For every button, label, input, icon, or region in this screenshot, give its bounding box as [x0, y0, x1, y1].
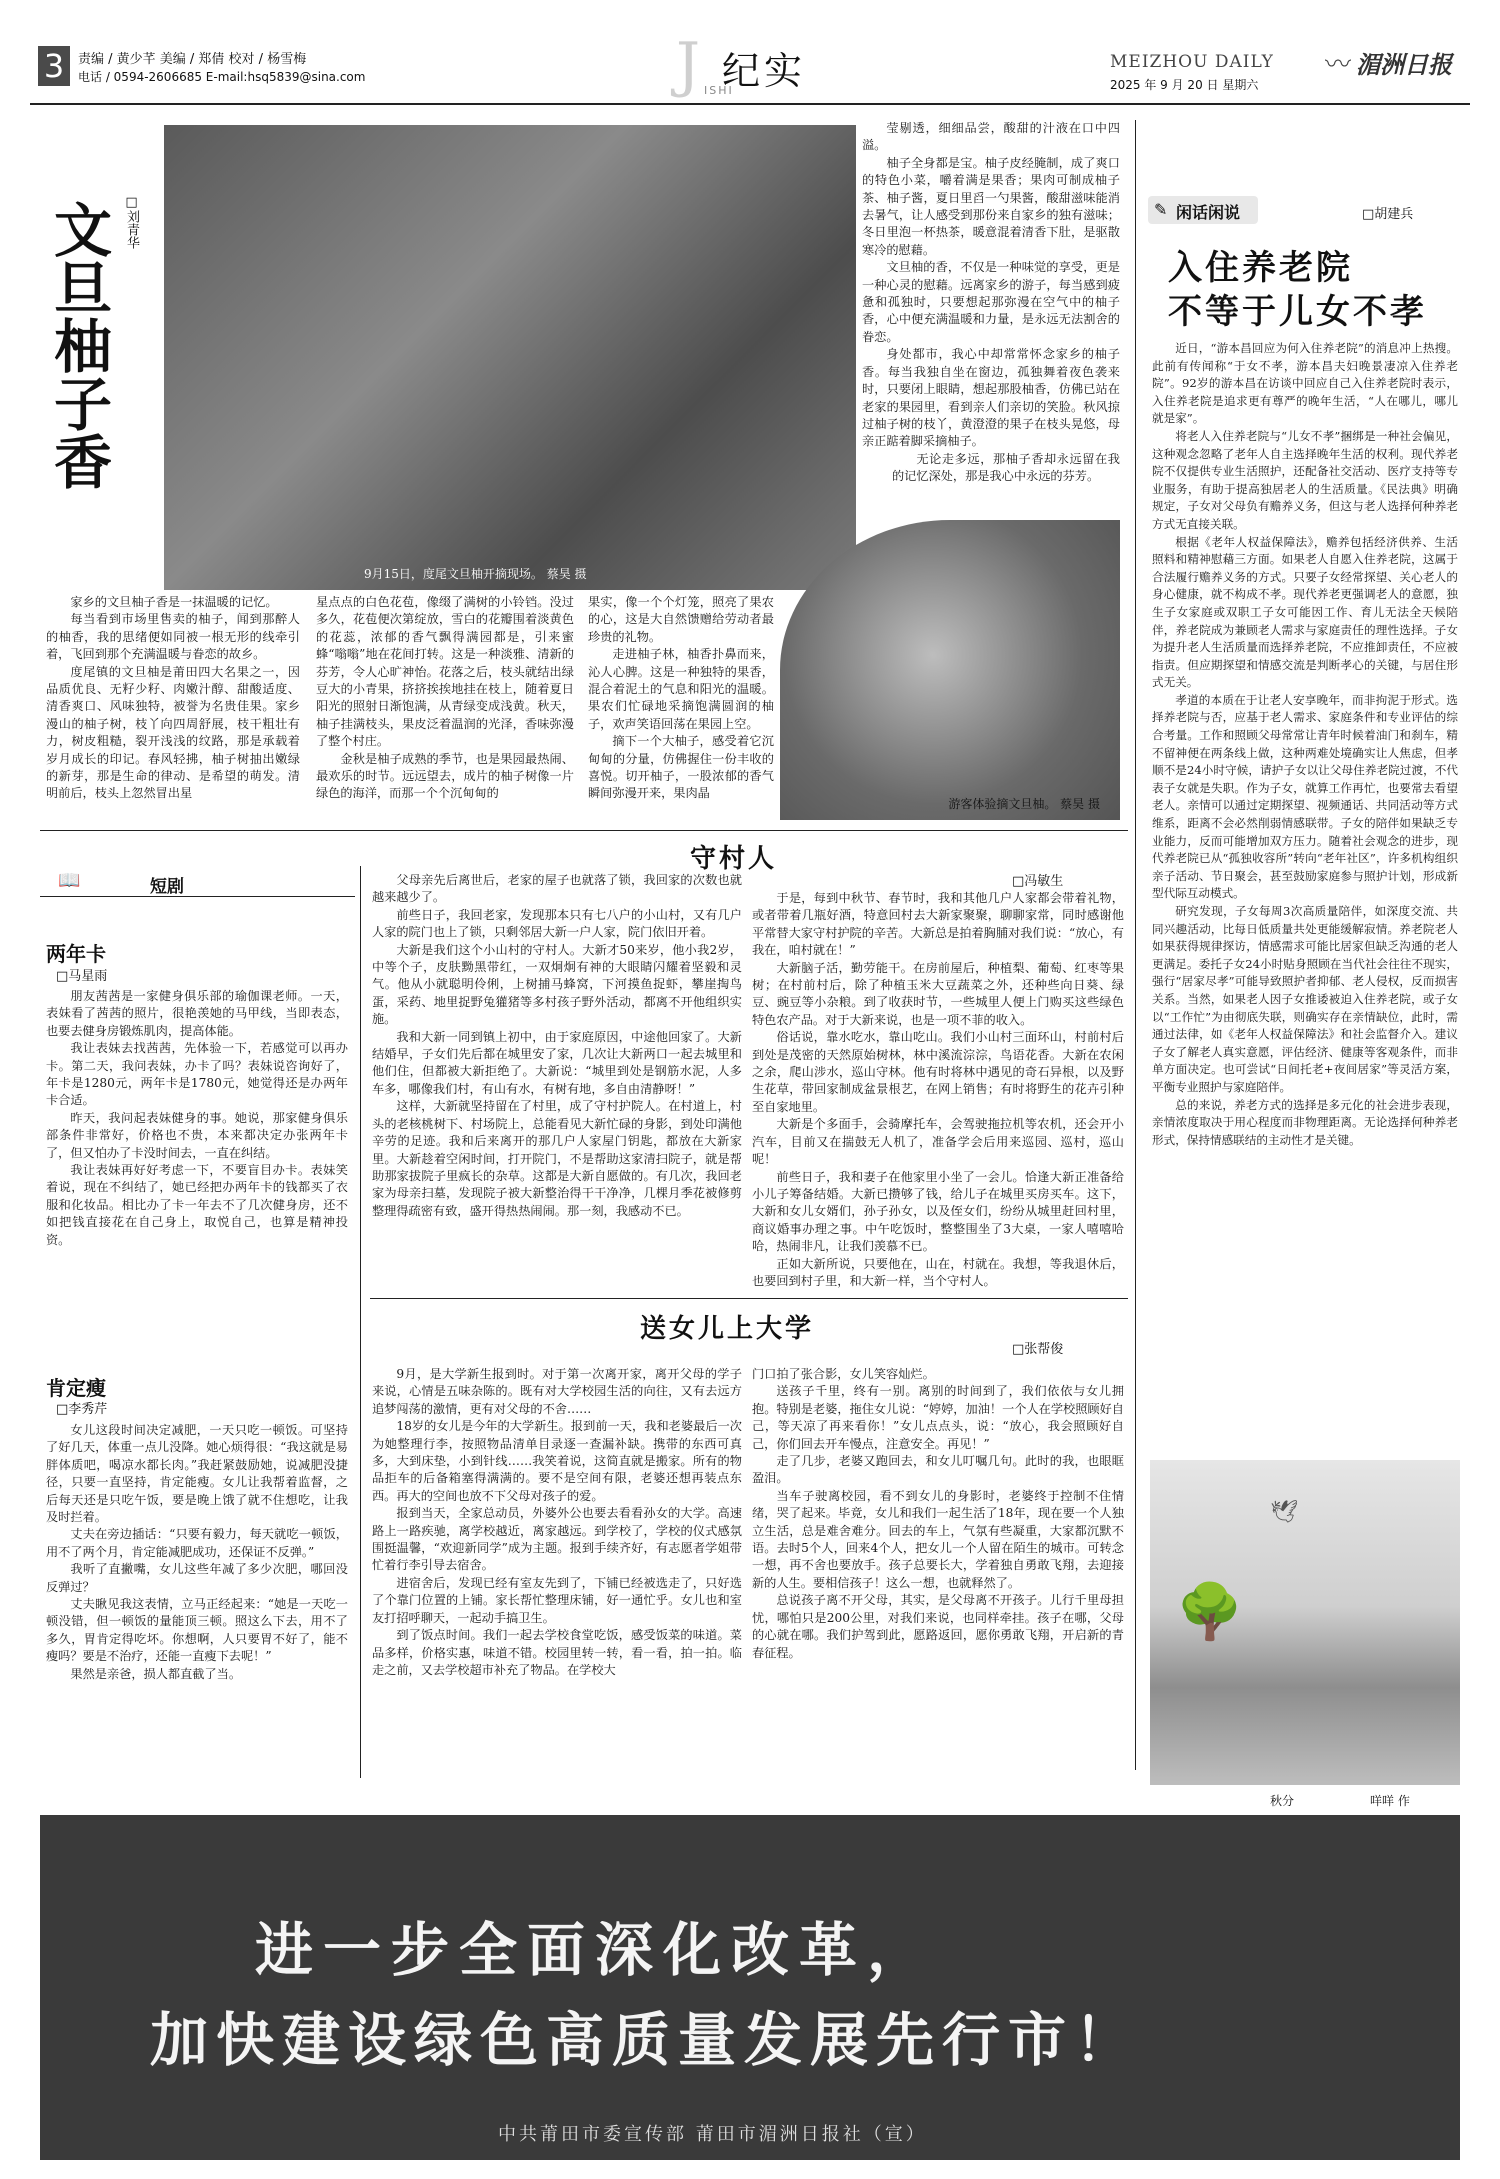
- promo-banner: [40, 1815, 1460, 2160]
- contact-line: 电话 / 0594-2606685 E-mail:hsq5839@sina.com: [78, 70, 366, 84]
- paragraph: 每当看到市场里售卖的柚子，闻到那醉人的柚香，我的思绪便如同被一根无形的线牵引着，飞回到那个充满温暖与眷恋的故乡。: [46, 612, 300, 662]
- feature-author: □刘青华: [124, 195, 139, 249]
- masthead-cn: 湄洲日报: [1356, 50, 1453, 79]
- illustration-author: 咩咩 作: [1370, 1794, 1410, 1808]
- paragraph: 走了几步，老婆又跑回去，和女儿叮嘱几句。此时的我，也眼眶盈泪。: [752, 1454, 1124, 1486]
- chat-icon: ✎: [1154, 200, 1168, 219]
- paragraph: 18岁的女儿是今年的大学新生。报到前一天，我和老婆最后一次为她整理行李，按照物品清单目录逐一查漏补缺。携带的东西可真多，大到床垫，小到针线……我笑着说，这简直就是搬家。所有的物品拒车的后备箱塞得满满的。要不是空间有限，老婆还想再装点东西。再大的空间也放不下父母对孩子的爱。: [372, 1419, 742, 1503]
- banner-footer: 中共莆田市委宣传部 莆田市湄洲日报社（宣）: [498, 2124, 927, 2145]
- masthead-logo: [1325, 44, 1452, 81]
- section-letter: J: [676, 30, 701, 100]
- songnv-col1: [372, 1366, 742, 1679]
- shoucun-col1: [372, 872, 742, 1220]
- paragraph: 星点点的白色花苞，像缀了满树的小铃铛。没过多久，花苞便次第绽放，雪白的花瓣围着淡黄色的花蕊，浓郁的香气飘得满园都是，引来蜜蜂“嗡嗡”地在花间打转。这是一种淡雅、清新的芬芳，令人心旷神怡。花落之后，枝头就结出绿豆大的小青果，挤挤挨挨地挂在枝上，随着夏日阳光的照射日渐饱满，从青绿变成浅黄。秋天，柚子挂满枝头，果皮泛着温润的光泽，香味弥漫了整个村庄。: [316, 595, 574, 749]
- paragraph: 近日，“游本昌回应为何入住养老院”的消息冲上热搜。此前有传闻称“于女不孝，游本昌夫妇晚景凄凉入住养老院”。92岁的游本昌在访谈中回应自己入住养老院时表示，入住养老院是追求更有尊严的晚年生活，“人在哪儿，哪儿就是家”。: [1152, 341, 1458, 426]
- paragraph: 朋友茜茜是一家健身俱乐部的瑜伽课老师。一天，表妹看了茜茜的照片，很艳羡她的马甲线，当即表态，也要去健身房锻炼肌肉，提高体能。: [46, 989, 348, 1038]
- story2-body: [46, 1422, 348, 1683]
- short-drama-label-box: [40, 868, 355, 897]
- paragraph: 送孩子千里，终有一别。离别的时间到了，我们依依与女儿拥抱。特别是老婆，拖住女儿说：“婷婷，加油！一个人在学校照顾好自己，等天凉了再来看你！”女儿点点头，说：“放心，我会照顾好自己，你们回去开车慢点，注意安全。再见！”: [752, 1384, 1124, 1451]
- paragraph: 我让表妹去找茜茜，先体验一下，若感觉可以再办卡。第二天，我问表妹，办卡了吗？表妹说咨询好了，年卡是1280元，两年卡是1780元，她觉得还是办两年卡合适。: [46, 1041, 348, 1108]
- story1-title: 两年卡: [46, 942, 106, 966]
- staff-line: 责编 / 黄少芊 美编 / 郑倩 校对 / 杨雪梅: [78, 52, 307, 67]
- column-title-line1: 入住养老院: [1168, 248, 1353, 288]
- shoucun-title: 守村人: [690, 844, 778, 874]
- banner-line1: 进一步全面深化改革，: [255, 1916, 936, 1984]
- shoucun-author: □冯敏生: [1012, 874, 1064, 889]
- paragraph: 柚子全身都是宝。柚子皮经腌制，成了爽口的特色小菜，嚼着满是果香；果肉可制成柚子茶、柚子酱，夏日里舀一勺果酱，酸甜滋味能消去暑气，让人感受到那份来自家乡的独有滋味；冬日里泡一杯热茶，暖意混着清香下肚，是驱散寒冷的慰藉。: [862, 155, 1120, 257]
- paragraph: 前些日子，我回老家，发现那本只有七八户的小山村，又有几户人家的院门也上了锁，只剩邻居大新一户人家，院门依旧开着。: [372, 907, 742, 940]
- story1-author: □马星雨: [56, 969, 108, 984]
- paragraph: 前些日子，我和妻子在他家里小坐了一会儿。恰逢大新正准备给小儿子筹备结婚。大新已攒够了钱，给儿子在城里买房买车。这下，大新和女儿女婿们，孙子孙女，以及侄女们，纷纷从城里赶回村里，商议婚事办理之事。中午吃饭时，整整围坐了3大桌，一家人嘻嘻哈哈，热闹非凡，让我们羡慕不已。: [752, 1169, 1124, 1254]
- songnv-col2: [752, 1366, 1124, 1662]
- feature-photo-orchard: [164, 125, 856, 590]
- paragraph: 俗话说，靠水吃水，靠山吃山。我们小山村三面环山，村前村后到处是茂密的天然原始树林，林中溪流淙淙，鸟语花香。大新在农闲之余，爬山涉水，巡山守林。他有时将林中遇见的奇石异根，以及野生花草，带回家制成盆景根艺，在网上销售；有时将野生的花卉引种至自家地里。: [752, 1030, 1124, 1114]
- banner-line2: 加快建设绿色高质量发展先行市！: [150, 2006, 1141, 2074]
- songnv-title: 送女儿上大学: [640, 1314, 815, 1344]
- page-number-box: [38, 46, 70, 86]
- paragraph: 走进柚子林，柚香扑鼻而来，沁人心脾。这是一种独特的果香，混合着泥土的气息和阳光的温暖。果农们忙碌地采摘饱满圆润的柚子，欢声笑语回荡在果园上空。: [588, 647, 774, 731]
- column-label-box: [1148, 196, 1258, 224]
- paragraph: 正如大新所说，只要他在，山在，村就在。我想，等我退休后，也要回到村子里，和大新一样，当个守村人。: [752, 1256, 1124, 1288]
- paragraph: 丈夫瞅见我这表情，立马正经起来：“她是一天吃一顿没错，但一顿饭的量能顶三顿。照这么下去，用不了多久，胃肯定得吃坏。你想啊，人只要胃不好了，能不瘦吗？要是不治疗，还能一直瘦下去呢！”: [46, 1597, 348, 1664]
- story2-author: □李秀芹: [56, 1402, 108, 1417]
- paragraph: 当车子驶离校园，看不到女儿的身影时，老婆终于控制不住情绪，哭了起来。毕竟，女儿和我们一起生活了18年，现在要一个人独立生活，总是难舍难分。回去的车上，气氛有些凝重，大家都沉默不语。去时5个人，回来4个人，把女儿一个人留在陌生的城市。可转念一想，再不舍也要放手。孩子总要长大，学着独自勇敢飞翔，去迎接新的人生。要相信孩子！这么一想，也就释然了。: [752, 1488, 1124, 1590]
- paragraph: 我让表妹再好好考虑一下，不要盲目办卡。表妹笑着说，现在不纠结了，她已经把办两年卡的钱都买了衣服和化妆品。相比办了卡一年去不了几次健身房，还不如把钱直接花在自己身上，取悦自己，也算是精神投资。: [46, 1163, 348, 1247]
- page-number: 3: [43, 47, 65, 85]
- paragraph: 于是，每到中秋节、春节时，我和其他几户人家都会带着礼物，或者带着几瓶好酒，特意回村去大新家聚聚，聊聊家常，同时感谢他平常替大家守村护院的辛苦。大新总是拍着胸脯对我们说：“放心，有我在，咱村就在！”: [752, 891, 1124, 958]
- section-rule: [40, 830, 1128, 831]
- illustration-caption: 秋分: [1270, 1794, 1295, 1808]
- feature-photo-visitor: [780, 520, 1120, 820]
- paragraph: 大新是我们这个小山村的守村人。大新才50来岁，他小我2岁，中等个子，皮肤黝黑带红，一双炯炯有神的大眼睛闪耀着坚毅和灵气。他从小就聪明伶俐，上树捕马蜂窝，下河摸鱼捉虾，攀崖掏鸟蛋，采药、地里捉野兔獾猪等多村孩子野外活动，都离不开他组织实施。: [372, 942, 742, 1027]
- paragraph: 研究发现，子女每周3次高质量陪伴，如深度交流、共同兴趣活动，比每日低质量共处更能缓解寂情。养老院老人如果获得规律探访，情感需求可能比居家但缺乏沟通的老人更满足。委托子女24小时贴身照顾在当代社会往往不现实，强行“居家尽孝”可能导致照护者抑郁、老人侵权，反而损害关系。当然，如果老人因子女推诿被迫入住养老院，或子女以“工作忙”为由彻底失联，则确实存在亲情缺位，此时，需通过法律，如《老年人权益保障法》和社会监督介入。建议子女了解老人真实意愿，评估经济、健康等客观条件，而非单方面决定。也可尝试“日间托老+夜间居家”等灵活方案，平衡专业照护与家庭陪伴。: [1152, 904, 1458, 1094]
- paragraph: 度尾镇的文旦柚是莆田四大名果之一，因品质优良、无籽少籽、肉嫩汁醇、甜酸适度、清香爽口、风味独特，被誉为名贵佳果。家乡漫山的柚子树，枝丫向四周舒展，枝干粗壮有力，树皮粗糙，裂开浅浅的纹路，那是承载着岁月成长的印记。春风轻拂，柚子树抽出嫩绿的新芽，那是生命的律动、是希望的萌发。清明前后，枝头上忽然冒出星: [46, 664, 300, 801]
- column-divider: [1135, 120, 1136, 1770]
- story2-title: 肯定瘦: [46, 1376, 106, 1400]
- paragraph: 女儿这段时间决定减肥，一天只吃一顿饭。可坚持了好几天，体重一点儿没降。她心烦得很：“我这就是易胖体质吧，喝凉水都长肉。”我赶紧鼓励她，说减肥没捷径，只要一直坚持，肯定能瘦。女儿让我帮着监督，之后每天还是只吃午饭，要是晚上饿了就不住想吃，让我及时拦着。: [46, 1423, 348, 1525]
- tree-icon: 🌳: [1176, 1580, 1244, 1643]
- paragraph: 身处都市，我心中却常常怀念家乡的柚子香。每当我独自坐在窗边，孤独舞着夜色袭来时，只要闭上眼睛，想起那股柚香，仿佛已站在老家的果园里，看到亲人们亲切的笑脸。秋风掠过柚子树的枝丫，黄澄澄的果子在枝头晃悠，母亲正踮着脚采摘柚子。: [862, 347, 1120, 449]
- paragraph: 总说孩子离不开父母，其实，是父母离不开孩子。儿行千里母担忧，哪怕只是200公里，对我们来说，也同样牵挂。孩子在哪，父母的心就在哪。我们护驾到此，愿路返回，愿你勇敢飞翔，开启新的青春征程。: [752, 1593, 1124, 1660]
- wave-icon: 〰: [1325, 50, 1352, 80]
- paragraph: 文旦柚的香，不仅是一种味觉的享受，更是一种心灵的慰藉。远离家乡的游子，每当感到疲惫和孤独时，只要想起那弥漫在空气中的柚子香，心中便充满温暖和力量，是永远无法割舍的眷恋。: [862, 260, 1120, 344]
- masthead-en: MEIZHOU DAILY: [1110, 52, 1274, 72]
- paragraph: 报到当天，全家总动员，外婆外公也要去看看孙女的大学。高速路上一路疾驰，离学校越近，离家越远。到学校了，学校的仪式感氛围挺温馨，“欢迎新同学”成为主题。报到手续齐好，有志愿者学姐带忙着行李引导去宿舍。: [372, 1506, 742, 1573]
- paragraph: 门口拍了张合影，女儿笑容灿烂。: [752, 1367, 935, 1381]
- shoucun-col2: [752, 890, 1124, 1290]
- paragraph: 我听了直撇嘴，女儿这些年减了多少次肥，哪回没反弹过？: [46, 1562, 348, 1594]
- paragraph: 大新是个多面手，会骑摩托车，会驾驶拖拉机等农机，还会开小汽车，目前又在揣鼓无人机了，准备学会后用来巡园、巡村，巡山呢！: [752, 1117, 1124, 1167]
- header-rule: [30, 103, 1470, 105]
- paragraph: 摘下一个大柚子，感受着它沉甸甸的分量，仿佛握住一份丰收的喜悦。切开柚子，一股浓郁的香气瞬间弥漫开来，果肉晶: [588, 734, 774, 801]
- date-line: 2025 年 9 月 20 日 星期六: [1110, 78, 1259, 92]
- paragraph: 昨天，我问起表妹健身的事。她说，那家健身俱乐部条件非常好，价格也不贵，本来都决定办张两年卡了，但又怕办了卡没时间去，一直在纠结。: [46, 1110, 348, 1160]
- songnv-author: □张帮俊: [1012, 1342, 1064, 1357]
- feature-col-c: [588, 594, 774, 803]
- paragraph: 9月，是大学新生报到时。对于第一次离开家，离开父母的学子来说，心情是五味杂陈的。既有对大学校园生活的向往，又有去远方追梦闯荡的激情，更有对父母的不舍……: [372, 1367, 742, 1416]
- section-rule-2: [370, 1298, 1128, 1299]
- photo1-caption: 9月15日，度尾文旦柚开摘现场。 蔡昊 摄: [364, 567, 587, 581]
- column-body: [1152, 340, 1458, 1149]
- paragraph: 孝道的本质在于让老人安享晚年，而非拘泥于形式。选择养老院与否，应基于老人需求、家庭条件和专业评估的综合考量。工作和照顾父母常常让青年时候着油门和刹车，精不留神便在两条线上做，这种两难处境确实让人焦虑，但孝顺不是24小时守候，请护子女以让父母住养老院过渡，不代表子女就是失职。作为子女，就算工作再忙，也要常去看望老人。亲情可以通过定期探望、视频通话、共同活动等方式维系，距离不会必然削弱情感联带。子女的陪伴如果缺乏专业能力，反而可能增加双方压力。随着社会观念的进步，现代养老院已从“孤独收容所”转向“老年社区”，许多机构组织亲子活动、节日聚会，甚至鼓励家庭参与照护计划，形成新型代际互动模式。: [1152, 692, 1458, 901]
- feature-col-b: [316, 594, 574, 803]
- bird-icon: 🕊: [1270, 1500, 1298, 1525]
- feature-title: 文旦柚子香: [44, 200, 112, 490]
- section-pinyin: ISHI: [704, 84, 734, 97]
- paragraph: 我和大新一同到镇上初中，由于家庭原因，中途他回家了。大新结婚早，子女们先后都在城里安了家，几次让大新两口一起去城里和他们住，但都被大新拒绝了。大新说：“城里到处是钢筋水泥，人多车多，哪像我们村，有山有水，有树有地，多自由清静呀！”: [372, 1029, 742, 1096]
- book-icon: 📖: [58, 870, 81, 891]
- paragraph: 到了饭点时间。我们一起去学校食堂吃饭，感受饭菜的味道。菜品多样，价格实惠，味道不错。校园里转一转，看一看，拍一拍。临走之前，又去学校超市补充了物品。在学校大: [372, 1628, 742, 1677]
- column-label: 闲话闲说: [1176, 203, 1241, 222]
- paragraph: 这样，大新就坚持留在了村里，成了守村护院人。在村道上，村头的老核桃树下、村场院上，总能看见大新忙碌的身影，到处印满他辛劳的足迹。我和后来离开的那几户人家屋门钥匙，都放在大新家里。大新趁着空闲时间，打开院门，不是帮助这家清扫院子，就是帮助那家拔院子里疯长的杂草。这都是大新自愿做的。有几次，我回老家为母亲扫墓，发现院子被大新整治得干干净净，几棵月季花被修剪整理得疏密有致，盛开得热热闹闹。那一刻，我感动不已。: [372, 1099, 742, 1218]
- story1-body: [46, 988, 348, 1249]
- paragraph: 莹剔透，细细品尝，酸甜的汁液在口中四溢。: [862, 121, 1120, 153]
- feature-col-a: [46, 594, 300, 803]
- photo2-caption: 游客体验摘文旦柚。 蔡昊 摄: [948, 797, 1100, 811]
- paragraph: 大新脑子活，勤劳能干。在房前屋后，种植梨、葡萄、红枣等果树；在村前村后，除了种植玉米大豆蔬菜之外，还种些向日葵、绿豆、豌豆等小杂粮。到了收获时节，一些城里人便上门购买这些绿色特色农产品。对于大新来说，也是一项不菲的收入。: [752, 960, 1124, 1027]
- column-author: □胡建兵: [1362, 207, 1414, 222]
- paragraph: 进宿舍后，发现已经有室友先到了，下铺已经被选走了，只好选了个靠门位置的上铺。家长帮忙整理床铺，好一通忙乎。女儿也和室友打招呼聊天，一起动手搞卫生。: [372, 1575, 742, 1625]
- paragraph: 总的来说，养老方式的选择是多元化的社会进步表现，亲情浓度取决于用心程度而非物理距离。无论选择何种养老形式，保持情感联结的主动性才是关键。: [1152, 1097, 1458, 1147]
- illustration-autumn: [1150, 1460, 1460, 1785]
- column-title-line2: 不等于儿女不孝: [1168, 292, 1427, 332]
- paragraph: 根据《老年人权益保障法》，赡养包括经济供养、生活照料和精神慰藉三方面。如果老人自愿入住养老院，这属于合法履行赡养义务的方式。只要子女经常探望、关心老人的身心健康，就不构成不孝。现代养老更强调老人的意愿，独生子女家庭或双职工子女可能因工作、育儿无法全天候陪伴，养老院成为兼顾老人需求与家庭责任的理性选择。子女为提升老人生活质量而选择养老院，不应推卸责任，不应被指责。但应期探望和情感交流是判断孝心的关键，与居住形式无关。: [1152, 534, 1458, 690]
- paragraph: 父母亲先后离世后，老家的屋子也就落了锁，我回家的次数也就越来越少了。: [372, 873, 742, 905]
- paragraph: 果然是亲爸，损人都直截了当。: [70, 1666, 242, 1681]
- paragraph: 无论走多远，那柚子香却永远留在我的记忆深处，那是我心中永远的芬芳。: [892, 451, 1120, 484]
- paragraph: 丈夫在旁边插话：“只要有毅力，每天就吃一顿饭，用不了两个月，肯定能减肥成功，还保证不反弹。”: [46, 1527, 348, 1559]
- paragraph: 将老人入住养老院与“儿女不孝”捆绑是一种社会偏见，这种观念忽略了老年人自主选择晚年生活的权利。现代养老院不仅提供专业生活照护，还配备社交活动、医疗支持等专业服务，有助于提高独居老人的生活质量。《民法典》明确规定，子女对父母负有赡养义务，但这与老人选择何种养老方式无直接关联。: [1152, 428, 1458, 531]
- drama-divider: [360, 866, 361, 1778]
- paragraph: 果实，像一个个灯笼，照亮了果农的心，这是大自然馈赠给劳动者最珍贵的礼物。: [588, 595, 774, 644]
- short-drama-label: 短剧: [150, 877, 184, 897]
- section-name: 纪实: [722, 49, 807, 93]
- paragraph: 金秋是柚子成熟的季节，也是果园最热闹、最欢乐的时节。远远望去，成片的柚子树像一片绿色的海洋，而那一个个沉甸甸的: [316, 751, 574, 801]
- paragraph: 家乡的文旦柚子香是一抹温暖的记忆。: [70, 595, 278, 609]
- feature-col-right: [862, 120, 1120, 486]
